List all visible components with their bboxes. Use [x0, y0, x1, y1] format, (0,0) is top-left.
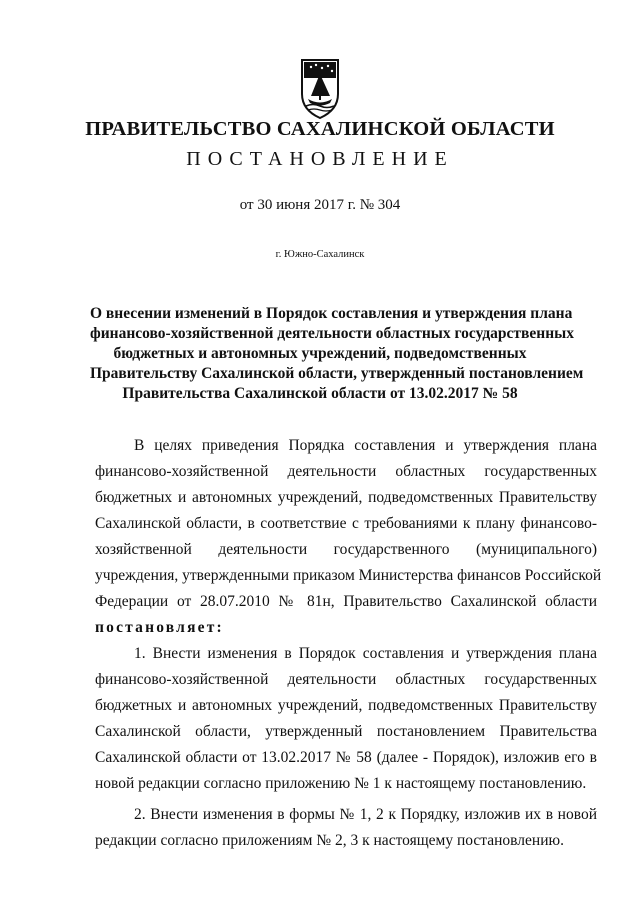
preamble-line: В целях приведения Порядка составления и утверждения плана: [134, 437, 597, 454]
document-date-number: от 30 июня 2017 г. № 304: [239, 197, 401, 213]
decree-word: постановляет:: [95, 619, 224, 636]
item1-line: 1. Внести изменения в Порядок составления и утверждения плана: [134, 645, 597, 662]
item2-line: 2. Внести изменения в формы № 1, 2 к Порядку, изложив их в новой: [134, 806, 597, 823]
preamble-line: хозяйственной деятельности государственного (муниципального): [95, 541, 597, 558]
preamble-line: финансово-хозяйственной деятельности областных государственных: [95, 463, 597, 480]
subject-line: финансово-хозяйственной деятельности областных государственных: [90, 325, 575, 342]
preamble-line: Федерации от 28.07.2010 № 81н, Правительство Сахалинской области: [95, 593, 597, 610]
item1-line: бюджетных и автономных учреждений, подведомственных Правительству: [95, 697, 597, 714]
government-title: ПРАВИТЕЛЬСТВО САХАЛИНСКОЙ ОБЛАСТИ: [85, 118, 555, 140]
coat-of-arms-icon: [298, 56, 342, 120]
preamble-line: бюджетных и автономных учреждений, подведомственных Правительству: [95, 489, 597, 506]
item1-line: финансово-хозяйственной деятельности областных государственных: [95, 671, 597, 688]
subject-line: Правительства Сахалинской области от 13.02.2017 № 58: [122, 385, 518, 402]
document-type: ПОСТАНОВЛЕНИЕ: [186, 148, 454, 170]
subject-line: Правительству Сахалинской области, утвержденный постановлением: [90, 365, 584, 382]
preamble-line: учреждения, утвержденными приказом Министерства финансов Российской: [95, 567, 602, 584]
subject-line: бюджетных и автономных учреждений, подведомственных: [113, 345, 527, 362]
item1-line: Сахалинской области, утвержденный постановлением Правительства: [95, 723, 597, 740]
document-city: г. Южно-Сахалинск: [275, 249, 365, 260]
item1-line: Сахалинской области от 13.02.2017 № 58 (далее - Порядок), изложив его в: [95, 749, 597, 766]
preamble-line: Сахалинской области, в соответствие с требованиями к плану финансово-: [95, 515, 597, 532]
item2-line: редакции согласно приложениям № 2, 3 к настоящему постановлению.: [95, 832, 564, 849]
subject-line: О внесении изменений в Порядок составления и утверждения плана: [90, 305, 573, 322]
item1-line: новой редакции согласно приложению № 1 к настоящему постановлению.: [95, 775, 587, 792]
document-subject: [90, 304, 584, 404]
